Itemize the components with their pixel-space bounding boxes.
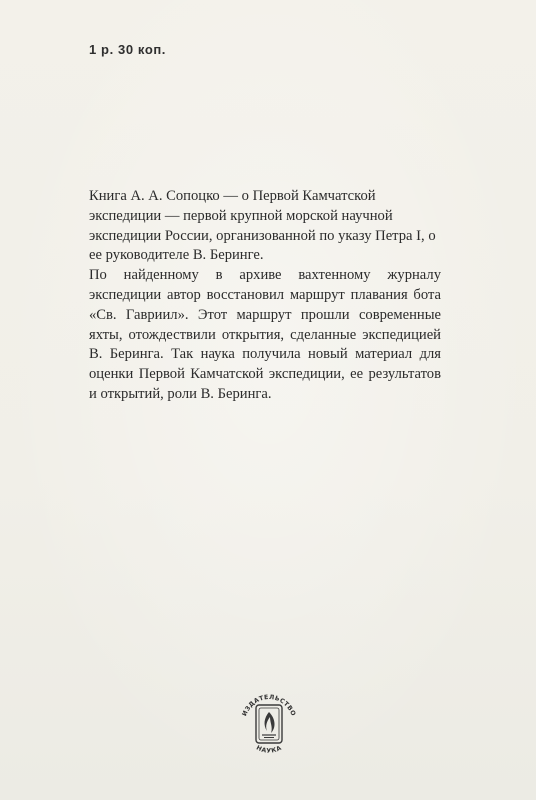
book-annotation [89, 187, 441, 405]
price-label: 1 р. 30 коп. [89, 42, 167, 57]
publisher-emblem-logo [234, 683, 304, 763]
annotation-paragraph-1: Книга А. А. Сопоцко — о Первой Камчатской экспедиции — первой крупной морской научной экспедиции России, организованной по указу Петра I, о ее руководителе В. Беринге. [89, 188, 436, 264]
annotation-paragraph-2: По найденному в архиве вахтенному журналу экспедиции автор восстановил маршрут плавания бота «Св. Гавриил». Этот маршрут прошли современные яхты, отождествили открытия, сделанные экспедицией В. Беринга. Так наука получила новый материал для оценки Первой Камчатской экспедиции, ее результатов и открытий, роли В. Беринга. [89, 267, 441, 402]
emblem-top-text: ИЗДАТЕЛЬСТВО [241, 693, 297, 718]
emblem-bottom-text: НАУКА [254, 744, 284, 755]
svg-text:НАУКА [255, 744, 283, 754]
